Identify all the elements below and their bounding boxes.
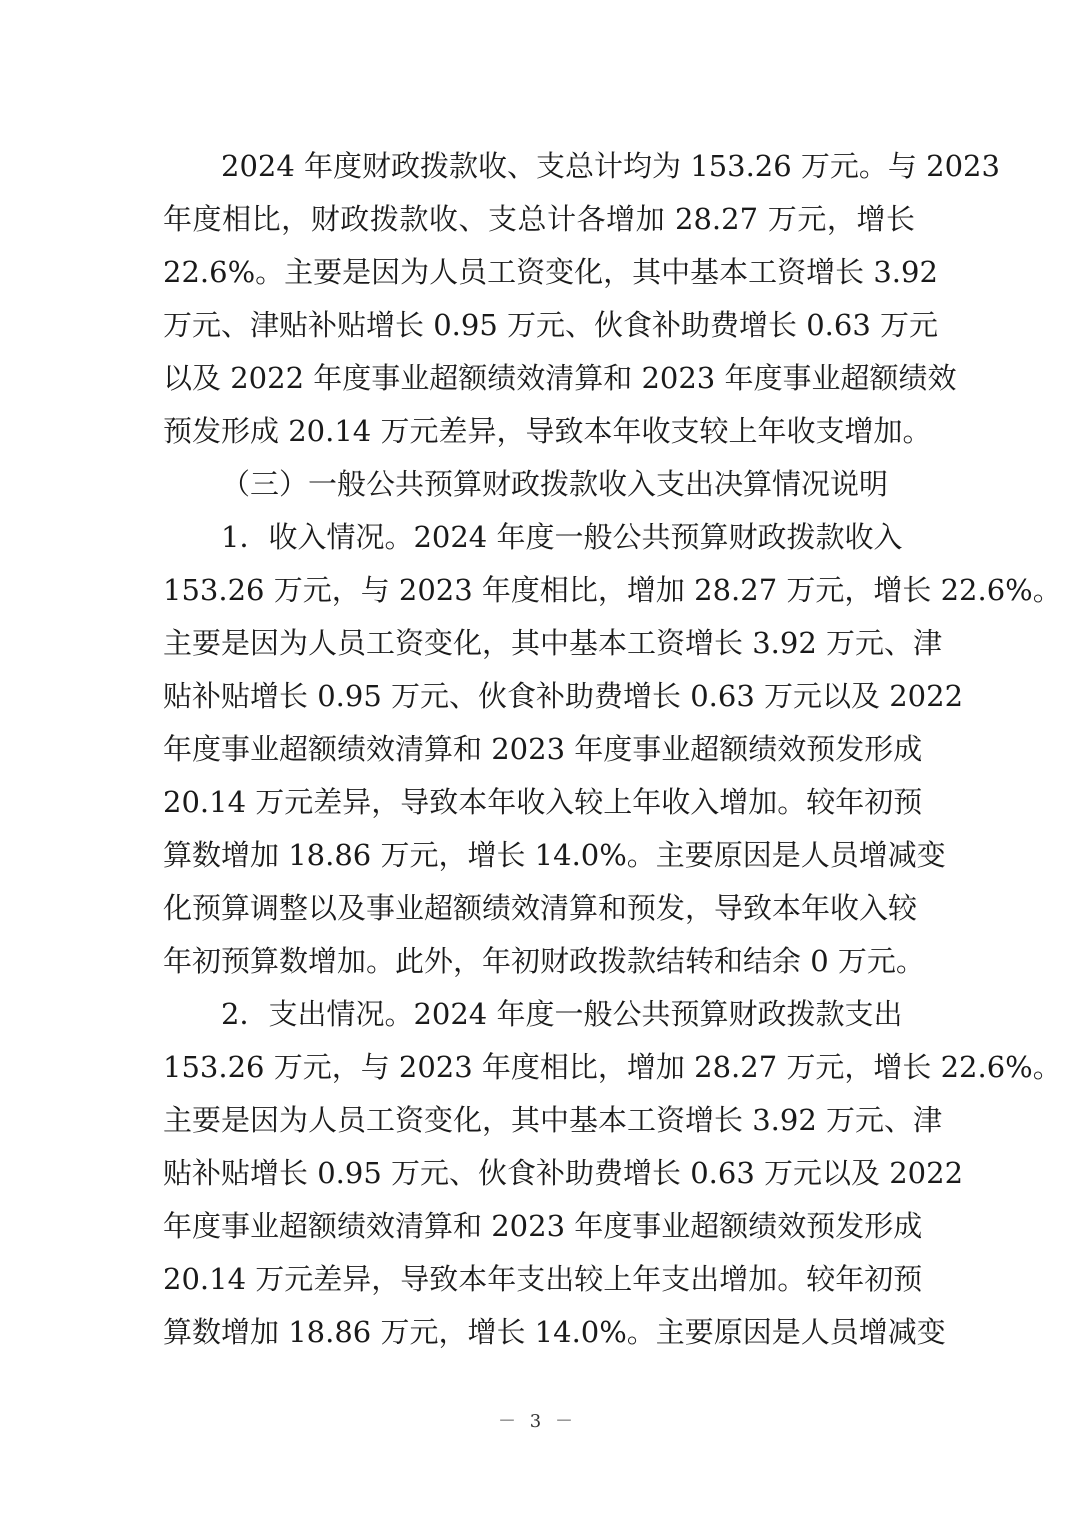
text-line: 20.14 万元差异，导致本年支出较上年支出增加。较年初预 — [163, 1262, 923, 1296]
text-line: 主要是因为人员工资变化，其中基本工资增长 3.92 万元、津 — [163, 626, 943, 660]
text-line: 主要是因为人员工资变化，其中基本工资增长 3.92 万元、津 — [163, 1103, 943, 1137]
document-body — [163, 140, 1062, 1359]
text-line: 万元、津贴补贴增长 0.95 万元、伙食补助费增长 0.63 万元 — [163, 308, 939, 342]
text-line: 年度相比，财政拨款收、支总计各增加 28.27 万元，增长 — [163, 202, 915, 236]
text-line: 2．支出情况。2024 年度一般公共预算财政拨款支出 — [221, 997, 903, 1031]
text-line: 年度事业超额绩效清算和 2023 年度事业超额绩效预发形成 — [163, 732, 923, 766]
text-line: 2024 年度财政拨款收、支总计均为 153.26 万元。与 2023 — [221, 149, 1000, 183]
text-line: 贴补贴增长 0.95 万元、伙食补助费增长 0.63 万元以及 2022 — [163, 1156, 964, 1190]
text-line: 预发形成 20.14 万元差异，导致本年收支较上年收支增加。 — [163, 414, 932, 448]
page-number: － 3 － — [498, 1411, 577, 1432]
text-line: 153.26 万元，与 2023 年度相比，增加 28.27 万元，增长 22.6%。 — [163, 573, 1062, 607]
text-line: 以及 2022 年度事业超额绩效清算和 2023 年度事业超额绩效 — [163, 361, 957, 395]
text-line: 年初预算数增加。此外，年初财政拨款结转和结余 0 万元。 — [163, 944, 925, 978]
text-line: 20.14 万元差异，导致本年收入较上年收入增加。较年初预 — [163, 785, 923, 819]
section-heading: （三）一般公共预算财政拨款收入支出决算情况说明 — [221, 467, 889, 501]
text-line: 算数增加 18.86 万元，增长 14.0%。主要原因是人员增减变 — [163, 838, 946, 872]
text-line: 年度事业超额绩效清算和 2023 年度事业超额绩效预发形成 — [163, 1209, 923, 1243]
paragraph-income — [163, 511, 1062, 988]
text-line: 贴补贴增长 0.95 万元、伙食补助费增长 0.63 万元以及 2022 — [163, 679, 964, 713]
text-line: 1．收入情况。2024 年度一般公共预算财政拨款收入 — [221, 520, 903, 554]
text-line: 化预算调整以及事业超额绩效清算和预发，导致本年收入较 — [163, 891, 918, 925]
paragraph-expenditure — [163, 988, 1062, 1359]
paragraph-financial-total — [163, 140, 1000, 458]
text-line: 22.6%。主要是因为人员工资变化，其中基本工资增长 3.92 — [163, 255, 938, 289]
text-line: 153.26 万元，与 2023 年度相比，增加 28.27 万元，增长 22.6%。 — [163, 1050, 1062, 1084]
text-line: 算数增加 18.86 万元，增长 14.0%。主要原因是人员增减变 — [163, 1315, 946, 1349]
